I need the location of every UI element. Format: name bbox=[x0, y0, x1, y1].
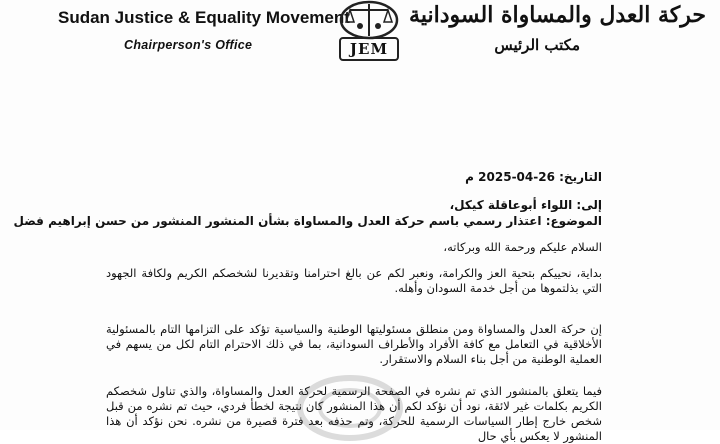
letter-subject: الموضوع: اعتذار رسمي باسم حركة العدل والمساواة بشأن المنشور المنشور من حسن إبراهيم فضل bbox=[13, 214, 602, 228]
paragraph-3: فيما يتعلق بالمنشور الذي تم نشره في الصفحة الرسمية لحركة العدل والمساواة، والذي تناول شخصكم الكريم بكلمات غير لائقة، نود أن نؤكد لكم أن هذا المنشور كان نتيجة لخطأ فردي، حيث تم نشره من قبل شخص خارج إطار السياسات الرسمية للحركة، وتم حذفه بعد فترة قصيرة من نشره. نحن نؤكد أن هذا المنشور لا يعكس بأي حال bbox=[106, 384, 602, 443]
office-name-english: Chairperson's Office bbox=[124, 38, 253, 52]
organization-name-english: Sudan Justice & Equality Movement bbox=[58, 8, 350, 27]
organization-name-arabic: حركة العدل والمساواة السودانية bbox=[409, 2, 706, 28]
paragraph-1: بداية، نحييكم بتحية العز والكرامة، ونعبر لكم عن بالغ احترامنا وتقديرنا لشخصكم الكريم ولكافة الجهود التي بذلتموها من أجل خدمة السودان وأهله. bbox=[106, 266, 602, 295]
letter-greeting: السلام عليكم ورحمة الله وبركاته، bbox=[443, 240, 602, 254]
office-name-arabic: مكتب الرئيس bbox=[494, 36, 580, 54]
paragraph-2: إن حركة العدل والمساواة ومن منطلق مسئوليتها الوطنية والسياسية تؤكد على التزامها التام بالمسئولية الأخلاقية في التعامل مع كافة الأفراد والأطراف السودانية، بما في ذلك الاحترام التام لكل من يسهم في العملية الوطنية من أجل بناء السلام والاستقرار. bbox=[106, 322, 602, 366]
logo-text: JEM bbox=[349, 40, 389, 58]
letter-recipient: إلى: اللواء أبوعاقلة كيكل، bbox=[449, 198, 602, 212]
letter-date: التاريخ: 26-04-2025 م bbox=[465, 170, 602, 184]
watermark-seal-icon bbox=[290, 368, 410, 428]
